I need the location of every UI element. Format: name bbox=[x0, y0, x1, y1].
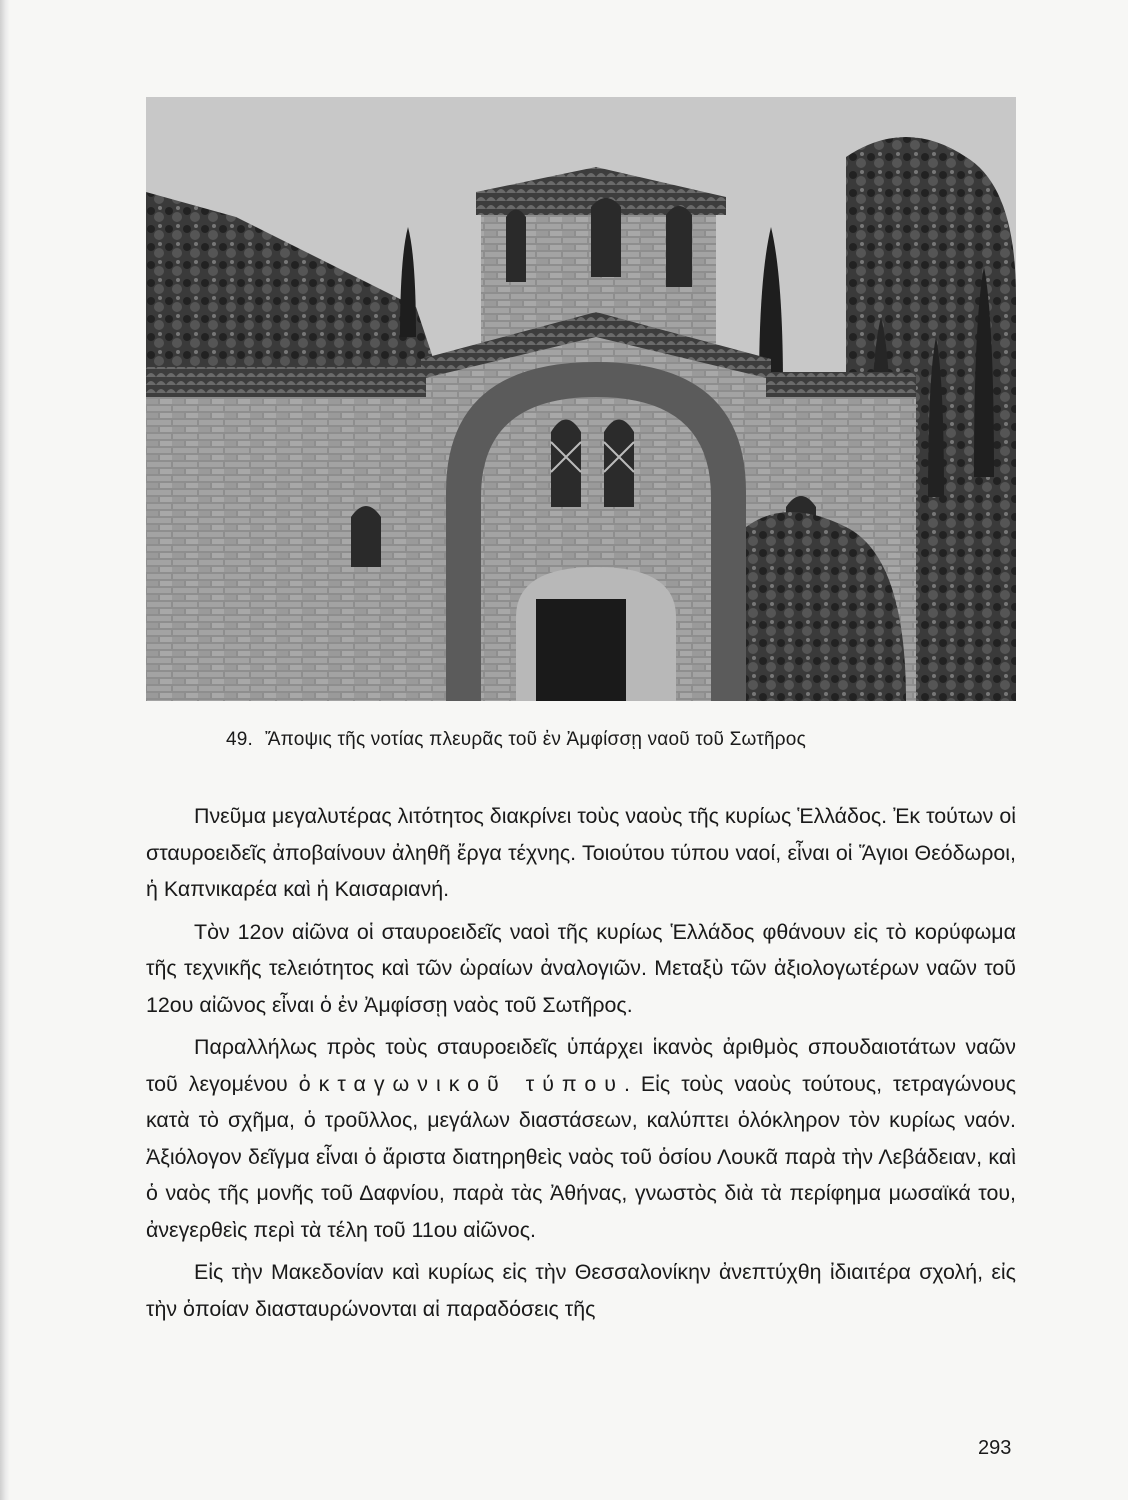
figure-caption bbox=[226, 729, 806, 751]
spaced-term: ὀκταγωνικοῦ τύπου bbox=[298, 1071, 624, 1096]
figure-caption-text: Ἄποψις τῆς νοτίας πλευρᾶς τοῦ ἐν Ἀμφίσσῃ ναοῦ τοῦ Σωτῆρος bbox=[265, 729, 806, 750]
paragraph-text: . Εἰς τοὺς ναοὺς τούτους, τετραγώνους κατὰ τὸ σχῆμα, ὁ τροῦλλος, μεγάλων διαστάσεων, καλύπτει ὁλόκληρον τὸν κυρίως ναόν. Ἀξιόλογον δεῖγμα εἶναι ὁ ἄριστα διατηρηθεὶς ναὸς τοῦ ὁσίου Λουκᾶ παρὰ τὴν Λεβάδειαν, καὶ ὁ ναὸς τῆς μονῆς τοῦ Δαφνίου, παρὰ τὰς Ἀθήνας, γνωστὸς διὰ τὰ περίφημα μωσαϊκά του, ἀνεγερθεὶς περὶ τὰ τέλη τοῦ 11ου αἰῶνος. bbox=[146, 1071, 1017, 1242]
page-number: 293 bbox=[978, 1437, 1012, 1459]
body-text bbox=[146, 798, 1016, 1333]
paragraph: Τὸν 12ον αἰῶνα οἱ σταυροειδεῖς ναοὶ τῆς κυρίως Ἑλλάδος φθάνουν εἰς τὸ κορύφωμα τῆς τεχνικῆς τελειότητος καὶ τῶν ὡραίων ἀναλογιῶν. Μεταξὺ τῶν ἀξιολογωτέρων ναῶν τοῦ 12ου αἰῶνος εἶναι ὁ ἐν Ἀμφίσσῃ ναὸς τοῦ Σωτῆρος. bbox=[146, 919, 1016, 1017]
paragraph: Πνεῦμα μεγαλυτέρας λιτότητος διακρίνει τοὺς ναοὺς τῆς κυρίως Ἑλλάδος. Ἐκ τούτων οἱ σταυροειδεῖς ἀποβαίνουν ἀληθῆ ἔργα τέχνης. Τοιούτου τύπου ναοί, εἶναι οἱ Ἅγιοι Θεόδωροι, ἡ Καπνικαρέα καὶ ἡ Καισαριανή. bbox=[146, 804, 1016, 901]
paragraph: Εἰς τὴν Μακεδονίαν καὶ κυρίως εἰς τὴν Θεσσαλονίκην ἀνεπτύχθη ἰδιαιτέρα σχολή, εἰς τὴν ὁποίαν διασταυρώνονται αἱ παραδόσεις τῆς bbox=[146, 1260, 1016, 1321]
church-photograph bbox=[146, 97, 1016, 701]
figure-number: 49. bbox=[226, 729, 254, 750]
page-edge bbox=[0, 0, 10, 1500]
paragraph-text: Παραλλήλως πρὸς τοὺς σταυροειδεῖς ὑπάρχει ἱκανὸς ἀριθμὸς σπουδαιοτάτων ναῶν τοῦ λεγομένου bbox=[146, 1035, 1016, 1096]
paragraph bbox=[146, 1029, 1016, 1248]
